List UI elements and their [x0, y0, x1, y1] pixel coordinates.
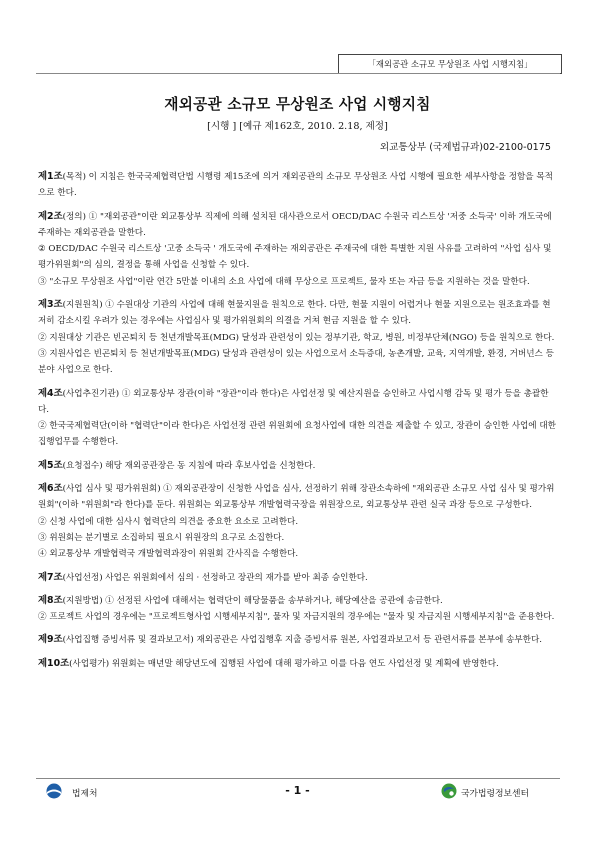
article-number: 제9조	[38, 634, 63, 646]
article-number: 제3조	[38, 299, 63, 311]
enforcement-info: [시행 ] [예규 제162호, 2010. 2.18, 제정]	[207, 121, 388, 132]
article-text	[38, 656, 558, 672]
articles-body	[38, 169, 558, 679]
article-number: 제10조	[38, 657, 70, 669]
article-text	[38, 481, 558, 514]
article-number: 제2조	[38, 210, 63, 222]
article-clause: (사업집행 증빙서류 및 결과보고서) 재외공관은 사업집행후 지출 증빙서류 원본, 사업결과보고서 등 관련서류를 본부에 송부한다.	[62, 635, 543, 646]
article-text	[38, 386, 558, 419]
article-number: 제4조	[38, 387, 63, 399]
article-text	[38, 297, 558, 330]
article-text	[38, 209, 558, 242]
article-number: 제6조	[38, 483, 63, 495]
article-8	[38, 593, 558, 626]
article-clause: (지원원칙) ① 수원대상 기관의 사업에 대해 현물지원을 원칙으로 한다. 다만, 현물 지원이 어렵거나 현물 지원으로는 원조효과를 현저히 감소시킬 우려가 있는 경우에는 사업심사 및 평가위원회의 의결을 거쳐 현금 지원을 할 수 있다.	[38, 300, 551, 327]
article-clause: (사업선정) 사업은 위원회에서 심의 · 선정하고 장관의 재가를 받아 최종 승인한다.	[62, 572, 368, 583]
article-6	[38, 481, 558, 562]
article-clause: (지원방법) ① 선정된 사업에 대해서는 협력단이 해당물품을 송부하거나, 해당예산을 공관에 송금한다.	[62, 595, 443, 606]
article-item: ② 신청 사업에 대한 심사시 협력단의 의견을 중요한 요소로 고려한다.	[38, 516, 299, 527]
article-10	[38, 656, 558, 672]
article-number: 제1조	[38, 171, 63, 182]
article-text	[38, 570, 558, 586]
law-center-logo-icon	[441, 783, 457, 799]
article-clause: (사업 심사 및 평가위원회) ① 재외공관장이 신청한 사업을 심사, 선정하기 위해 장관소속하에 "재외공관 소규모 사업 심사 및 평가위원회"(이하 "위원회"라 한다)를 둔다. 위원회는 외교통상부 개발협력국장을 위원장으로, 외교통상부 관련 실국 과장 등으로 구성한다.	[38, 484, 555, 511]
header-divider	[36, 73, 560, 74]
footer-left-org: 법제처	[72, 789, 98, 799]
article-item: ② 한국국제협력단(이하 "협력단"이라 한다)은 사업선정 관련 위원회에 요청사업에 대한 의견을 제출할 수 있고, 장관이 승인한 사업에 대한 집행업무를 수행한다.	[38, 421, 556, 448]
ministry-contact: 외교통상부 (국제법규과)02-2100-0175	[379, 142, 551, 153]
article-text	[38, 458, 558, 474]
article-2	[38, 209, 558, 290]
article-item: ③ 지원사업은 빈곤퇴치 등 천년개발목표(MDG) 달성과 관련성이 있는 사업으로서 소득증대, 농촌개발, 교육, 지역개발, 환경, 거버넌스 등 분야 사업으로 한다.	[38, 348, 554, 376]
article-item: ③ "소규모 무상원조 사업"이란 연간 5만불 이내의 소요 사업에 대해 무상으로 프로젝트, 물자 또는 자금 등을 지원하는 것을 말한다.	[38, 276, 530, 287]
article-text	[38, 593, 558, 609]
header-box: 「재외공관 소규모 무상원조 사업 시행지침」	[338, 54, 562, 74]
article-item: ③ 위원회는 분기별로 소집하되 필요시 위원장의 요구로 소집한다.	[38, 532, 285, 543]
article-item: ④ 외교통상부 개발협력국 개발협력과장이 위원회 간사직을 수행한다.	[38, 549, 299, 560]
footer-divider	[36, 778, 560, 779]
article-5	[38, 458, 558, 474]
footer-right-org: 국가법령정보센터	[461, 789, 529, 799]
article-item: ② 프로젝트 사업의 경우에는 "프로젝트형사업 시행세부지침", 물자 및 자금지원의 경우에는 "물자 및 자금지원 시행세부지침"을 준용한다.	[38, 612, 555, 623]
article-1	[38, 169, 558, 202]
article-item: ② 지원대상 기관은 빈곤퇴치 등 천년개발목표(MDG) 달성과 관련성이 있는 정부기관, 학교, 병원, 비정부단체(NGO) 등을 원칙으로 한다.	[38, 332, 555, 343]
article-3	[38, 297, 558, 378]
article-text	[38, 632, 558, 648]
article-text	[38, 169, 558, 202]
article-number: 제8조	[38, 594, 63, 606]
article-item: ② OECD/DAC 수원국 리스트상 '고중 소득국 ' 개도국에 주재하는 재외공관은 주재국에 대한 특별한 지원 사유를 고려하여 "사업 심사 및 평가위원회"의 심의, 결정을 통해 사업을 신청할 수 있다.	[38, 244, 552, 271]
article-number: 제7조	[38, 571, 63, 583]
article-4	[38, 386, 558, 451]
article-7	[38, 570, 558, 586]
article-clause: (사업평가) 위원회는 매년말 해당년도에 집행된 사업에 대해 평가하고 이를 다음 연도 사업선정 및 계획에 반영한다.	[69, 658, 499, 669]
page-number: - 1 -	[285, 784, 310, 797]
article-clause: (정의) ① "재외공관"이란 외교통상부 직제에 의해 설치된 대사관으로서 OECD/DAC 수원국 리스트상 '저중 소득국' 이하 개도국에 주재하는 재외공관을 말한다.	[38, 211, 552, 238]
article-number: 제5조	[38, 459, 63, 471]
article-9	[38, 632, 558, 648]
article-clause: (목적) 이 지침은 한국국제협력단법 시행령 제15조에 의거 재외공관의 소규모 무상원조 사업 시행에 필요한 세부사항을 정함을 목적으로 한다.	[38, 172, 553, 199]
page-title: 재외공관 소규모 무상원조 사업 시행지침	[164, 96, 431, 113]
article-clause: (요청접수) 해당 재외공관장은 동 지침에 따라 후보사업을 신청한다.	[62, 460, 316, 471]
article-clause: (사업추진기관) ① 외교통상부 장관(이하 "장관"이라 한다)은 사업선정 및 예산지원을 승인하고 사업시행 감독 및 평가 등을 총괄한다.	[38, 388, 549, 415]
